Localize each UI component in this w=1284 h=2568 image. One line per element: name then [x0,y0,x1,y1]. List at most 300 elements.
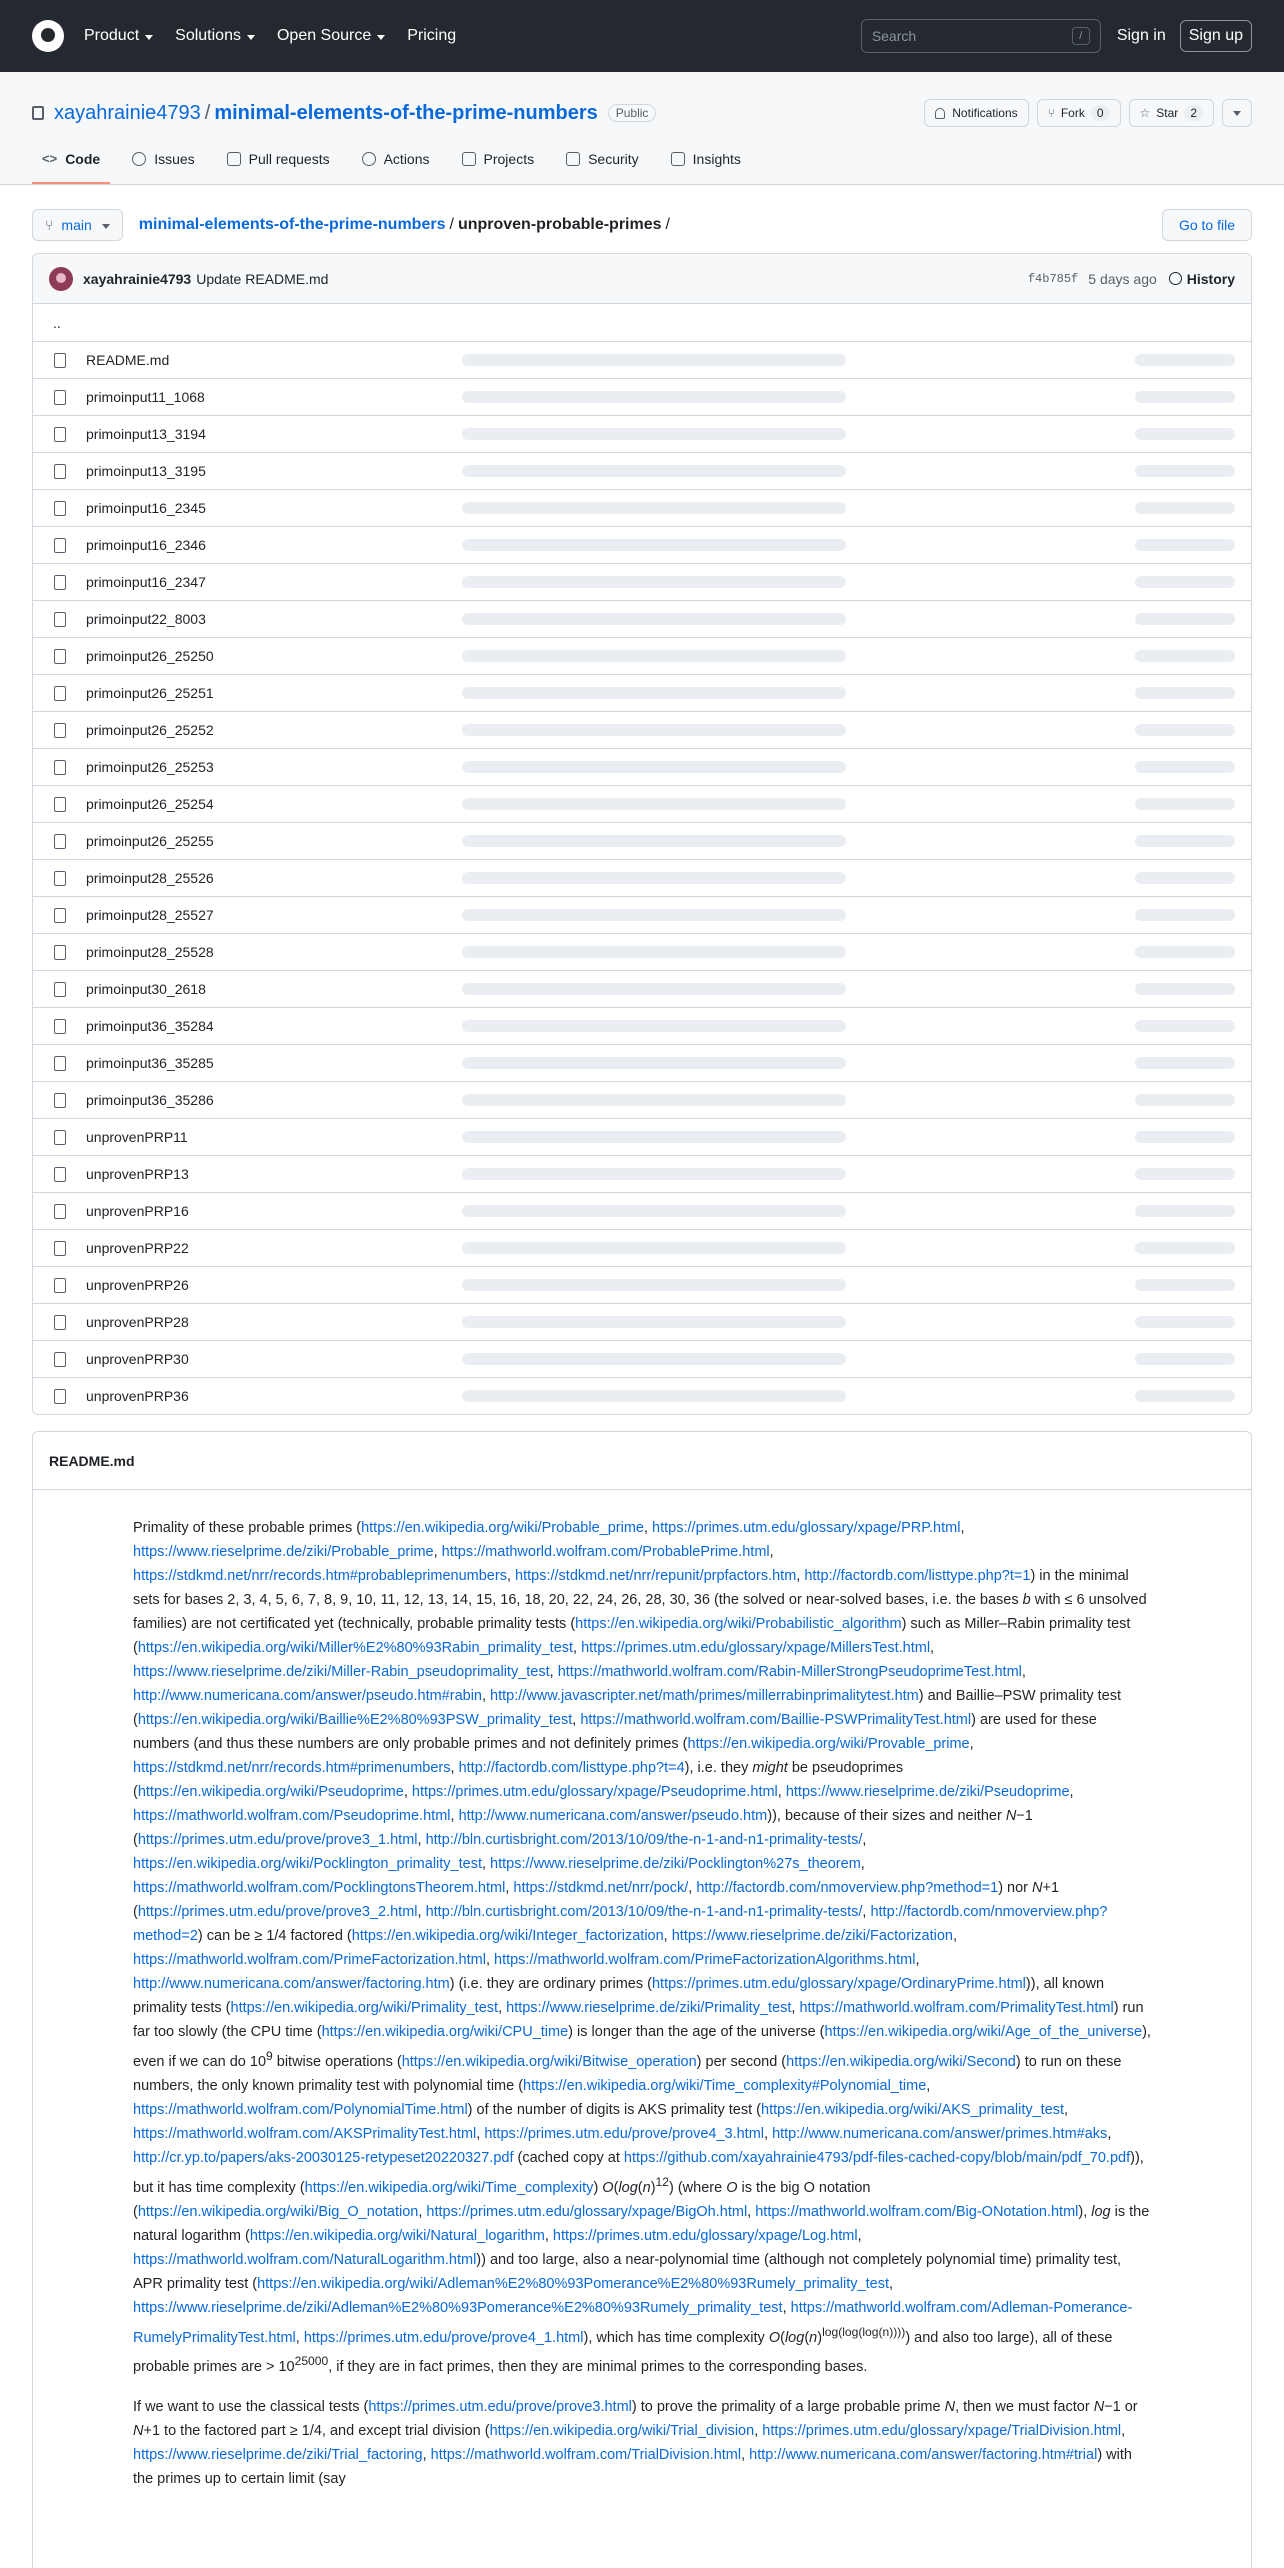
commit-date-placeholder [1135,1168,1235,1180]
readme-link[interactable]: https://en.wikipedia.org/wiki/Integer_factorization [351,1928,664,1944]
readme-text: ( [780,2329,785,2346]
readme-link[interactable]: http://www.numericana.com/answer/factoring.htm [133,1976,450,1992]
commit-message-placeholder [462,1242,846,1254]
breadcrumb-repo[interactable]: minimal-elements-of-the-prime-numbers [138,216,446,233]
file-row[interactable] [33,378,1251,415]
readme-link[interactable]: https://stdkmd.net/nrr/records.htm#primenumbers [133,1760,451,1776]
nav-product-label: Product [84,27,140,44]
latest-commit-bar [33,254,1251,304]
file-name-link[interactable]: primoinput28_25527 [86,907,214,923]
file-icon [54,427,66,442]
commit-message-placeholder [462,1353,846,1365]
readme-text: , [769,1544,774,1560]
readme-link[interactable]: https://en.wikipedia.org/wiki/Bitwise_operation [401,2053,697,2070]
readme-link[interactable]: https://www.rieselprime.de/ziki/Trial_factoring [133,2447,423,2464]
nav-open-source[interactable] [277,27,385,45]
readme-link[interactable]: https://mathworld.wolfram.com/PrimeFactorization.html [133,1952,486,1968]
sign-up-button[interactable]: Sign up [1180,20,1252,52]
tab-insights[interactable] [661,136,751,184]
star-button[interactable] [1129,99,1214,127]
readme-link[interactable]: https://mathworld.wolfram.com/TrialDivision.html [430,2447,742,2464]
readme-link[interactable]: https://primes.utm.edu/prove/prove4_1.html [303,2329,584,2346]
file-name-link[interactable]: unprovenPRP13 [86,1166,189,1182]
readme-link[interactable]: https://github.com/xayahrainie4793/pdf-files-cached-copy/blob/main/pdf_70.pdf [623,2149,1131,2166]
history-icon [1169,272,1182,285]
readme-link[interactable]: https://www.rieselprime.de/ziki/Primality_test [506,2000,792,2016]
file-row[interactable] [33,415,1251,452]
file-row[interactable] [33,1303,1251,1340]
file-icon [54,1389,66,1404]
file-name-link[interactable]: primoinput16_2347 [86,574,206,590]
tab-code[interactable] [32,136,110,184]
readme-link[interactable]: https://en.wikipedia.org/wiki/Time_complexity [304,2179,594,2196]
file-row[interactable] [33,785,1251,822]
file-icon [54,908,66,923]
readme-link[interactable]: https://stdkmd.net/nrr/pock/ [513,1880,689,1896]
readme-text: ) can be ≥ 1/4 factored ( [197,1928,352,1944]
readme-text: , [485,1952,494,1968]
breadcrumb-sep: / [449,216,454,233]
readme-link[interactable]: https://en.wikipedia.org/wiki/Pocklington_primality_test [133,1856,482,1872]
readme-text: , [450,1808,459,1824]
file-name-link[interactable]: primoinput36_35285 [86,1055,214,1071]
file-icon [54,538,66,553]
readme-text: ) run far too slowly (the CPU time ( [133,2000,1144,2040]
caret-down-icon [1233,111,1241,116]
file-row[interactable] [33,859,1251,896]
tab-pull-requests[interactable] [217,136,340,184]
readme-italic: N [133,2423,144,2440]
commit-date-placeholder [1135,576,1235,588]
commit-message-placeholder [462,1316,846,1328]
readme-text: ), even if we can do 10 [133,2024,1151,2070]
file-icon [54,871,66,886]
readme-text: , [777,1784,786,1800]
file-row[interactable] [33,1155,1251,1192]
readme-italic: N [944,2399,956,2416]
commit-date-placeholder [1135,1131,1235,1143]
readme-text: , [506,1568,516,1584]
file-name-link[interactable]: primoinput26_25253 [86,759,214,775]
file-icon [54,1167,66,1182]
readme-link[interactable]: https://mathworld.wolfram.com/PrimalityTest.html [799,2000,1114,2016]
notifications-button[interactable] [924,99,1028,127]
file-row[interactable] [33,637,1251,674]
nav-solutions[interactable] [175,27,255,45]
readme-link[interactable]: https://www.rieselprime.de/ziki/Adleman%E2%80%93Pomerance%E2%80%93Rumely_primality_test [133,2299,783,2316]
readme-link[interactable]: https://primes.utm.edu/glossary/xpage/Log.html [552,2227,858,2244]
readme-paragraph-2 [133,2395,1151,2491]
readme-text: ), which has time complexity [583,2329,769,2346]
readme-italic: n [642,2179,651,2196]
file-name-link[interactable]: primoinput16_2346 [86,537,206,553]
breadcrumb-sep-trailing: / [665,216,670,233]
readme-link[interactable]: https://en.wikipedia.org/wiki/Probabilistic_algorithm [575,1616,902,1632]
readme-text: If we want to use the classical tests ( [133,2399,369,2416]
readme-link[interactable]: https://en.wikipedia.org/wiki/Primality_test [230,2000,499,2016]
commit-date-placeholder [1135,465,1235,477]
commit-date-placeholder [1135,650,1235,662]
commit-date-placeholder [1135,761,1235,773]
tab-security[interactable] [556,136,649,184]
commit-message-placeholder [462,687,846,699]
readme-link[interactable]: https://www.rieselprime.de/ziki/Pseudoprime [785,1784,1070,1800]
readme-link[interactable]: https://mathworld.wolfram.com/PocklingtonsTheorem.html [133,1880,506,1896]
commit-date-placeholder [1135,354,1235,366]
pull-request-icon [227,152,241,166]
readme-link[interactable]: https://en.wikipedia.org/wiki/Natural_logarithm [249,2227,545,2244]
file-name-link[interactable]: primoinput30_2618 [86,981,206,997]
commit-date-placeholder [1135,1316,1235,1328]
file-name-link[interactable]: unprovenPRP36 [86,1388,189,1404]
readme-text: +1 to the factored part ≥ 1/4, and except trial division ( [143,2423,490,2440]
file-row[interactable] [33,1266,1251,1303]
readme-italic: N [1032,1880,1043,1896]
file-name-link[interactable]: primoinput28_25528 [86,944,214,960]
readme-link[interactable]: http://cr.yp.to/papers/aks-20030125-retypeset20220327.pdf [133,2149,514,2166]
readme-text: ) with the primes up to certain limit (say [133,2447,1132,2488]
tab-issues[interactable] [122,136,204,184]
readme-link[interactable]: https://www.rieselprime.de/ziki/Probable_prime [133,1544,434,1560]
file-icon [54,1204,66,1219]
file-icon [54,686,66,701]
parent-directory-row[interactable] [33,304,1251,341]
commit-date-placeholder [1135,1094,1235,1106]
star-dropdown-button[interactable] [1222,99,1252,127]
commit-message-placeholder [462,650,846,662]
readme-link[interactable]: https://en.wikipedia.org/wiki/Trial_division [489,2423,755,2440]
readme-header [33,1432,1251,1490]
file-row[interactable] [33,341,1251,378]
table-icon [462,152,476,166]
file-name-link[interactable]: primoinput16_2345 [86,500,206,516]
readme-text: , [481,1688,491,1704]
commit-message-placeholder [462,576,846,588]
readme-text: , [782,2299,791,2316]
commit-date-placeholder [1135,946,1235,958]
readme-link[interactable]: https://mathworld.wolfram.com/NaturalLogarithm.html [133,2251,477,2268]
readme-link[interactable]: https://primes.utm.edu/prove/prove3.html [368,2399,632,2416]
readme-link[interactable]: https://primes.utm.edu/glossary/xpage/PRP.html [652,1520,961,1536]
commit-message-placeholder [462,1205,846,1217]
file-row[interactable] [33,600,1251,637]
readme-link[interactable]: https://en.wikipedia.org/wiki/Pseudoprime [137,1784,404,1800]
repo-name-link[interactable]: minimal-elements-of-the-prime-numbers [214,101,598,124]
graph-icon [671,152,685,166]
readme-link[interactable]: http://factordb.com/listtype.php?t=4 [458,1760,685,1776]
readme-text: , [930,1640,935,1656]
readme-box [32,1431,1252,2568]
readme-link[interactable]: https://mathworld.wolfram.com/PrimeFactorizationAlgorithms.html [494,1952,916,1968]
readme-text: ), i.e. they [684,1760,753,1776]
readme-link[interactable]: https://en.wikipedia.org/wiki/Miller%E2%80%93Rabin_primality_test [137,1640,574,1656]
readme-title-link[interactable]: README.md [49,1452,135,1469]
file-name-link[interactable]: primoinput22_8003 [86,611,206,627]
file-row[interactable] [33,1377,1251,1414]
avatar[interactable] [49,267,73,291]
readme-italic: O [602,2179,614,2196]
readme-text: bitwise operations ( [272,2053,402,2070]
readme-link[interactable]: https://en.wikipedia.org/wiki/Second [786,2053,1016,2070]
file-row[interactable] [33,933,1251,970]
commit-message-placeholder [462,724,846,736]
nav-pricing-label: Pricing [407,27,457,44]
commit-time: 5 days ago [1088,270,1157,287]
readme-text: , [498,2000,507,2016]
tab-actions[interactable] [352,136,440,184]
file-name-link[interactable]: unprovenPRP11 [86,1129,188,1145]
readme-text: , [747,2203,756,2220]
readme-text: , [418,2203,427,2220]
chevron-down-icon [247,35,255,40]
file-icon [54,982,66,997]
file-name-link[interactable]: primoinput11_1068 [86,389,205,405]
file-name-link[interactable]: primoinput13_3195 [86,463,206,479]
file-name-link[interactable]: primoinput36_35286 [86,1092,214,1108]
readme-link[interactable]: http://www.numericana.com/answer/factoring.htm#trial [749,2447,1098,2464]
readme-link[interactable]: https://www.rieselprime.de/ziki/Factorization [671,1928,953,1944]
commit-message-placeholder [462,502,846,514]
commit-date-placeholder [1135,983,1235,995]
file-name-link[interactable]: primoinput36_35284 [86,1018,214,1034]
file-row[interactable] [33,822,1251,859]
readme-link[interactable]: https://mathworld.wolfram.com/Big-ONotation.html [755,2203,1079,2220]
tab-projects[interactable] [452,136,545,184]
repo-owner-link[interactable]: xayahrainie4793 [54,101,201,124]
github-logo-icon[interactable] [32,20,64,52]
file-icon [54,1093,66,1108]
file-name-link[interactable]: primoinput26_25254 [86,796,214,812]
readme-link[interactable]: http://factordb.com/nmoverview.php?method=1 [696,1880,999,1896]
readme-link[interactable]: https://primes.utm.edu/prove/prove3_2.html [137,1904,418,1920]
file-name-link[interactable]: unprovenPRP30 [86,1351,189,1367]
readme-link[interactable]: http://factordb.com/listtype.php?t=1 [804,1568,1031,1584]
readme-text: ) [817,2329,823,2346]
caret-down-icon [102,224,110,229]
readme-link[interactable]: https://stdkmd.net/nrr/repunit/prpfactors.htm [515,1568,797,1584]
readme-text: , [862,1832,867,1848]
readme-link[interactable]: http://www.numericana.com/answer/primes.htm#aks [772,2125,1108,2142]
readme-text: , [403,1784,412,1800]
file-name-link[interactable]: README.md [86,352,170,368]
readme-link[interactable]: http://bln.curtisbright.com/2013/10/09/the-n-1-and-n1-primality-tests/ [425,1832,863,1848]
readme-link[interactable]: https://www.rieselprime.de/ziki/Pocklington%27s_theorem [490,1856,861,1872]
readme-link[interactable]: https://mathworld.wolfram.com/Rabin-MillerStrongPseudoprimeTest.html [557,1664,1022,1680]
readme-link[interactable]: https://en.wikipedia.org/wiki/Baillie%E2%80%93PSW_primality_test [137,1712,573,1728]
readme-link[interactable]: http://www.javascripter.net/math/primes/millerrabinprimalitytest.htm [490,1688,919,1704]
file-row[interactable] [33,674,1251,711]
readme-link[interactable]: https://primes.utm.edu/glossary/xpage/MillersTest.html [581,1640,931,1656]
readme-link[interactable]: https://en.wikipedia.org/wiki/Time_complexity#Polynomial_time [523,2077,927,2094]
readme-text: −1 ( [133,1808,1033,1848]
commit-message-placeholder [462,872,846,884]
readme-text: ) such as Miller–Rabin primality test ( [133,1616,1131,1656]
file-name-link[interactable]: primoinput26_25255 [86,833,214,849]
search-shortcut-key: / [1072,27,1090,45]
file-icon [54,945,66,960]
commit-message-placeholder [462,835,846,847]
commit-message-placeholder [462,1020,846,1032]
fork-button[interactable] [1037,99,1121,127]
file-row[interactable] [33,1007,1251,1044]
readme-text: , [1021,1664,1026,1680]
commit-message-placeholder [462,539,846,551]
file-row[interactable] [33,711,1251,748]
readme-text: , [476,2125,485,2142]
readme-link[interactable]: https://primes.utm.edu/prove/prove4_3.html [484,2125,764,2142]
nav-pricing[interactable] [407,27,456,45]
readme-link[interactable]: https://primes.utm.edu/glossary/xpage/BigOh.html [426,2203,748,2220]
readme-link[interactable]: https://mathworld.wolfram.com/Baillie-PSWPrimalityTest.html [580,1712,972,1728]
readme-link[interactable]: https://en.wikipedia.org/wiki/AKS_primality_test [761,2101,1065,2118]
file-name-link[interactable]: unprovenPRP26 [86,1277,189,1293]
readme-text: )), because of their sizes and neither [767,1808,1006,1824]
readme-link[interactable]: https://en.wikipedia.org/wiki/Probable_prime [361,1520,644,1536]
readme-link[interactable]: https://mathworld.wolfram.com/Pseudoprime.html [133,1808,451,1824]
commit-message[interactable]: Update README.md [196,270,329,287]
commit-message-placeholder [462,909,846,921]
readme-text: , [663,1928,672,1944]
readme-link[interactable]: https://en.wikipedia.org/wiki/Big_O_notation [137,2203,419,2220]
repo-slash: / [204,101,211,124]
fork-count: 0 [1091,105,1110,121]
readme-link[interactable]: https://stdkmd.net/nrr/records.htm#probableprimenumbers [133,1568,507,1584]
tab-code-label: Code [65,151,101,167]
file-name-link[interactable]: primoinput26_25252 [86,722,214,738]
readme-text: is the big O notation ( [133,2179,871,2220]
file-name-link[interactable]: unprovenPRP22 [86,1240,189,1256]
branch-selector[interactable] [32,209,123,241]
file-row[interactable] [33,526,1251,563]
go-to-file-button[interactable]: Go to file [1162,209,1252,241]
readme-text: ) and Baillie–PSW primality test ( [133,1688,1122,1728]
sign-in-link[interactable]: Sign in [1116,27,1166,44]
readme-text: , [422,2447,431,2464]
chevron-down-icon [145,35,153,40]
readme-text: , [688,1880,697,1896]
readme-link[interactable]: https://primes.utm.edu/glossary/xpage/TrialDivision.html [762,2423,1122,2440]
file-icon [54,1352,66,1367]
file-list [33,341,1251,1414]
history-label: History [1186,270,1235,287]
file-name-link[interactable]: primoinput13_3194 [86,426,206,442]
readme-link[interactable]: http://bln.curtisbright.com/2013/10/09/the-n-1-and-n1-primality-tests/ [425,1904,863,1920]
file-icon [54,1019,66,1034]
readme-link[interactable]: https://mathworld.wolfram.com/ProbablePrime.html [441,1544,770,1560]
file-icon [54,1315,66,1330]
readme-italic: N [1005,1808,1017,1824]
file-name-link[interactable]: unprovenPRP16 [86,1203,189,1219]
commit-message-placeholder [462,1057,846,1069]
readme-superscript: 12 [655,2174,669,2189]
readme-link[interactable]: https://en.wikipedia.org/wiki/Provable_prime [687,1736,970,1752]
readme-text: , if they are in fact primes, then they are minimal primes to the corresponding bases. [328,2359,868,2376]
commit-sha[interactable]: f4b785f [1027,271,1079,286]
readme-link[interactable]: https://primes.utm.edu/glossary/xpage/OrdinaryPrime.html [651,1976,1026,1992]
readme-text: ( [613,2179,619,2196]
file-row[interactable] [33,489,1251,526]
readme-text: )), all known primality tests ( [133,1976,1105,2016]
file-row[interactable] [33,1229,1251,1266]
readme-link[interactable]: https://primes.utm.edu/prove/prove3_1.html [137,1832,418,1848]
search-input[interactable] [872,28,1072,44]
commit-message-placeholder [462,465,846,477]
readme-link[interactable]: https://primes.utm.edu/glossary/xpage/Pseudoprime.html [411,1784,778,1800]
readme-link[interactable]: https://mathworld.wolfram.com/AKSPrimalityTest.html [133,2125,477,2142]
readme-italic: log [784,2329,805,2346]
commit-date-placeholder [1135,539,1235,551]
readme-text: , [1121,2423,1126,2440]
commit-message-placeholder [462,428,846,440]
file-icon [54,575,66,590]
readme-text: , [888,2275,894,2292]
file-row[interactable] [33,748,1251,785]
readme-link[interactable]: http://www.numericana.com/answer/pseudo.htm [458,1808,768,1824]
readme-text: , [862,1904,871,1920]
readme-text: ) to prove the primality of a large probable prime [631,2399,945,2416]
readme-text: , [433,1544,442,1560]
file-row[interactable] [33,1081,1251,1118]
file-row[interactable] [33,970,1251,1007]
file-name-link[interactable]: unprovenPRP28 [86,1314,189,1330]
chevron-down-icon [377,35,385,40]
file-name-link[interactable]: primoinput26_25250 [86,648,214,664]
readme-link[interactable]: https://en.wikipedia.org/wiki/CPU_time [321,2024,569,2040]
readme-text: +1 ( [133,1880,1060,1920]
file-name-link[interactable]: primoinput26_25251 [86,685,214,701]
play-icon [362,152,376,166]
commit-date-placeholder [1135,835,1235,847]
readme-text: , [643,1520,653,1536]
file-row[interactable] [33,1118,1251,1155]
tab-pull-requests-label: Pull requests [248,151,330,167]
file-row[interactable] [33,452,1251,489]
readme-link[interactable]: https://mathworld.wolfram.com/PolynomialTime.html [133,2101,468,2118]
readme-text: ) is longer than the age of the universe ( [568,2024,825,2040]
file-row[interactable] [33,1340,1251,1377]
file-row[interactable] [33,1044,1251,1081]
file-icon [54,649,66,664]
readme-text: (cached copy at [513,2149,624,2166]
search-box[interactable] [861,19,1101,53]
commit-message-placeholder [462,613,846,625]
readme-link[interactable]: https://en.wikipedia.org/wiki/Age_of_the_universe [824,2024,1143,2040]
readme-text: , [741,2447,750,2464]
readme-text: , [791,2000,800,2016]
readme-italic: O [726,2179,738,2196]
commit-date-placeholder [1135,798,1235,810]
readme-link[interactable]: http://factordb.com/nmoverview.php?method=2 [133,1904,1108,1944]
file-icon [54,353,66,368]
file-row[interactable] [33,563,1251,600]
history-link[interactable] [1169,271,1235,287]
commit-date-placeholder [1135,872,1235,884]
readme-link[interactable]: https://www.rieselprime.de/ziki/Miller-Rabin_pseudoprimality_test [133,1664,550,1680]
readme-link[interactable]: https://en.wikipedia.org/wiki/Adleman%E2%80%93Pomerance%E2%80%93Rumely_primality_test [257,2275,889,2292]
readme-link[interactable]: https://mathworld.wolfram.com/Adleman-Pomerance-RumelyPrimalityTest.html [133,2299,1133,2346]
file-row[interactable] [33,896,1251,933]
file-row[interactable] [33,1192,1251,1229]
parent-directory-link[interactable]: .. [53,314,61,331]
file-icon [54,464,66,479]
commit-date-placeholder [1135,391,1235,403]
nav-product[interactable] [84,27,153,45]
commit-author[interactable]: xayahrainie4793 [83,270,192,287]
file-name-link[interactable]: primoinput28_25526 [86,870,214,886]
file-icon [54,1278,66,1293]
readme-link[interactable]: http://www.numericana.com/answer/pseudo.htm#rabin [133,1688,482,1704]
commit-date-placeholder [1135,1279,1235,1291]
